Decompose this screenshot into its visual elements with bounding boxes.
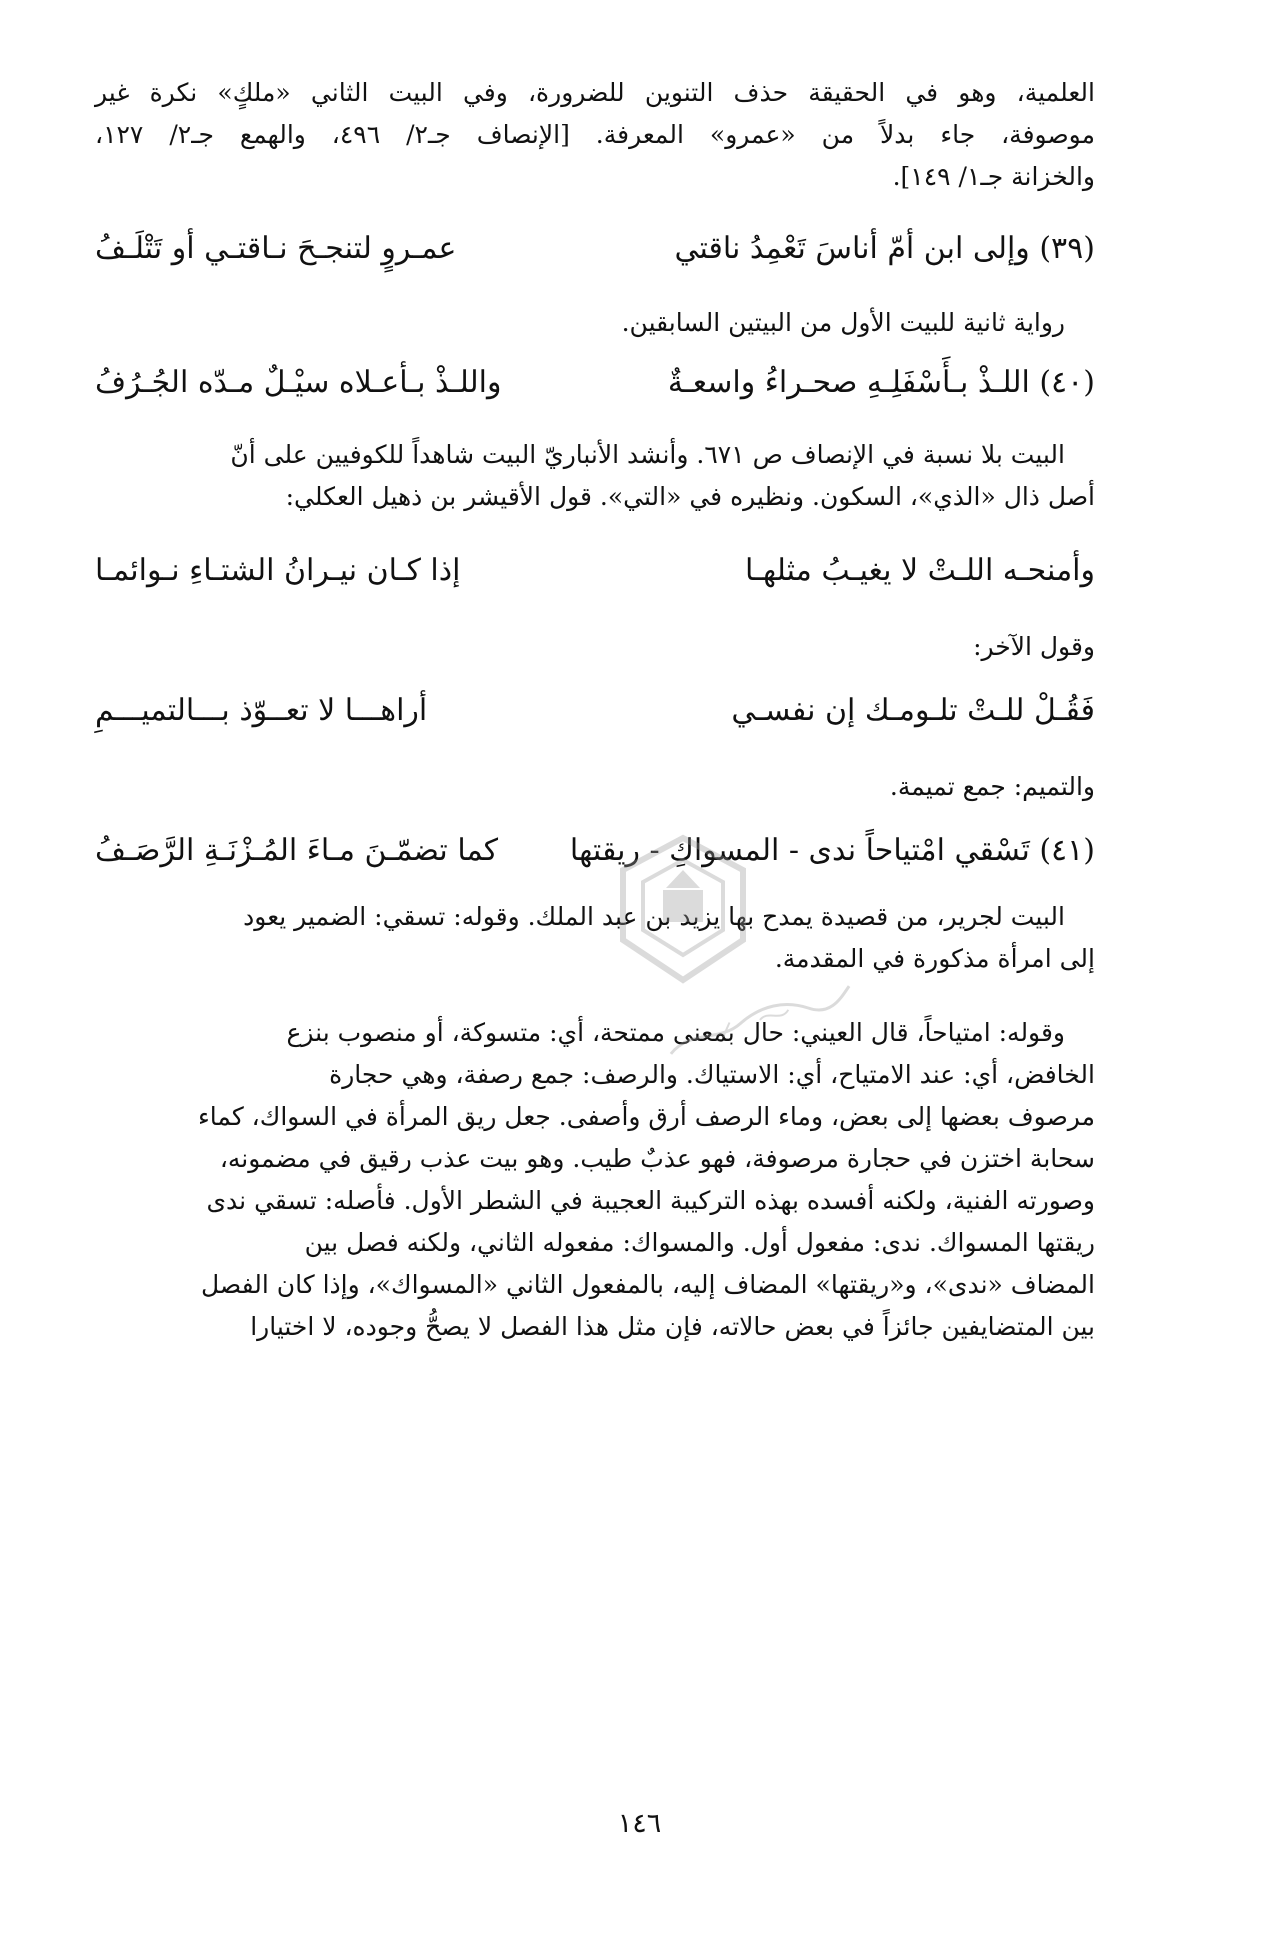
paragraph-4: [95, 626, 1095, 668]
verse-first-hemistich: فَقُـلْ للـتْ تلـومـك إن نفسـي: [731, 693, 1095, 728]
text-line: مرصوف بعضها إلى بعض، وماء الرصف أرق وأصفى. جعل ريق المرأة في السواك، كماء: [198, 1102, 1095, 1131]
text-line: وصورته الفنية، ولكنه أفسده بهذه التركيبة العجيبة في الشطر الأول. فأصله: تسقي ندى: [206, 1186, 1095, 1215]
text-line: وقوله: امتياحاً، قال العيني: حال بمعنى ممتحة، أي: متسوكة، أو منصوب بنزع: [286, 1018, 1065, 1047]
text-line: إلى امرأة مذكورة في المقدمة.: [774, 944, 1095, 973]
verse-first-hemistich: (٣٩) وإلى ابن أمّ أناسَ تَعْمِدُ ناقتي: [674, 231, 1095, 266]
text-line: رواية ثانية للبيت الأول من البيتين السابقين.: [621, 308, 1065, 337]
text-line: البيت بلا نسبة في الإنصاف ص ٦٧١. وأنشد الأنباريّ البيت شاهداً للكوفيين على أنّ: [230, 440, 1065, 469]
text-line: العلمية، وهو في الحقيقة حذف التنوين للضرورة، وفي البيت الثاني «ملكٍ» نكرة غير: [95, 78, 1095, 107]
verse-second-hemistich: عمـروٍ لتنجـحَ نـاقتـي أو تَتْلَـفُ: [95, 231, 457, 266]
verse-other: [95, 688, 1095, 734]
verse-second-hemistich: واللـذْ بـأعـلاه سيْـلٌ مـدّه الجُـرُفُ: [95, 365, 502, 400]
text-line: الخافض، أي: عند الامتياح، أي: الاستياك. والرصف: جمع رصفة، وهي حجارة: [329, 1060, 1095, 1089]
paragraph-2: [95, 302, 1095, 344]
text-line: وقول الآخر:: [973, 632, 1095, 661]
paragraph-5: [95, 766, 1095, 808]
verse-first-hemistich: (٤٠) اللـذْ بـأَسْفَلِـهِ صحـراءُ واسعـةٌ: [667, 365, 1095, 400]
verse-second-hemistich: كما تضمّـنَ مـاءَ المُـزْنَـةِ الرَّصَـفُ: [95, 833, 499, 868]
text-line: بين المتضايفين جائزاً في بعض حالاته، فإن مثل هذا الفصل لا يصحُّ وجوده، لا اختيارا: [250, 1312, 1095, 1341]
paragraph-1: [95, 72, 1095, 198]
paragraph-3: [45, 434, 1095, 518]
verse-second-hemistich: أراهـــا لا تعــوّذ بـــالتميـــمِ: [95, 693, 428, 728]
verse-first-hemistich: (٤١) تَسْقي امْتياحاً ندى - المسواكِ - ريقتها: [569, 833, 1095, 868]
text-line: والخزانة جـ١/ ١٤٩].: [892, 162, 1095, 191]
verse-39: [95, 226, 1095, 272]
paragraph-7: [45, 1012, 1095, 1348]
text-line: والتميم: جمع تميمة.: [889, 772, 1095, 801]
text-line: موصوفة، جاء بدلاً من «عمرو» المعرفة. [الإنصاف جـ٢/ ٤٩٦، والهمع جـ٢/ ١٢٧،: [95, 120, 1095, 149]
paragraph-6: [45, 896, 1095, 980]
text-line: سحابة اختزن في حجارة مرصوفة، فهو عذبٌ طيب. وهو بيت عذب رقيق في مضمونه،: [219, 1144, 1095, 1173]
verse-40: [95, 360, 1095, 406]
verse-first-hemistich: وأمنحـه اللـتْ لا يغيـبُ مثلهـا: [744, 553, 1095, 588]
page-number: ١٤٦: [617, 1808, 662, 1839]
library-stamp-icon: [608, 830, 758, 990]
text-line: أصل ذال «الذي»، السكون. ونظيره في «التي». قول الأقيشر بن ذهيل العكلي:: [285, 482, 1095, 511]
verse-41: [95, 828, 1095, 874]
text-line: المضاف «ندى»، و«ريقتها» المضاف إليه، بالمفعول الثاني «المسواك»، وإذا كان الفصل: [200, 1270, 1095, 1299]
text-line: البيت لجرير، من قصيدة يمدح بها يزيد بن عبد الملك. وقوله: تسقي: الضمير يعود: [243, 902, 1065, 931]
verse-aqaishir: [95, 548, 1095, 594]
verse-second-hemistich: إذا كـان نيـرانُ الشتـاءِ نـوائمـا: [95, 553, 461, 588]
text-line: ريقتها المسواك. ندى: مفعول أول. والمسواك: مفعوله الثاني، ولكنه فصل بين: [304, 1228, 1095, 1257]
